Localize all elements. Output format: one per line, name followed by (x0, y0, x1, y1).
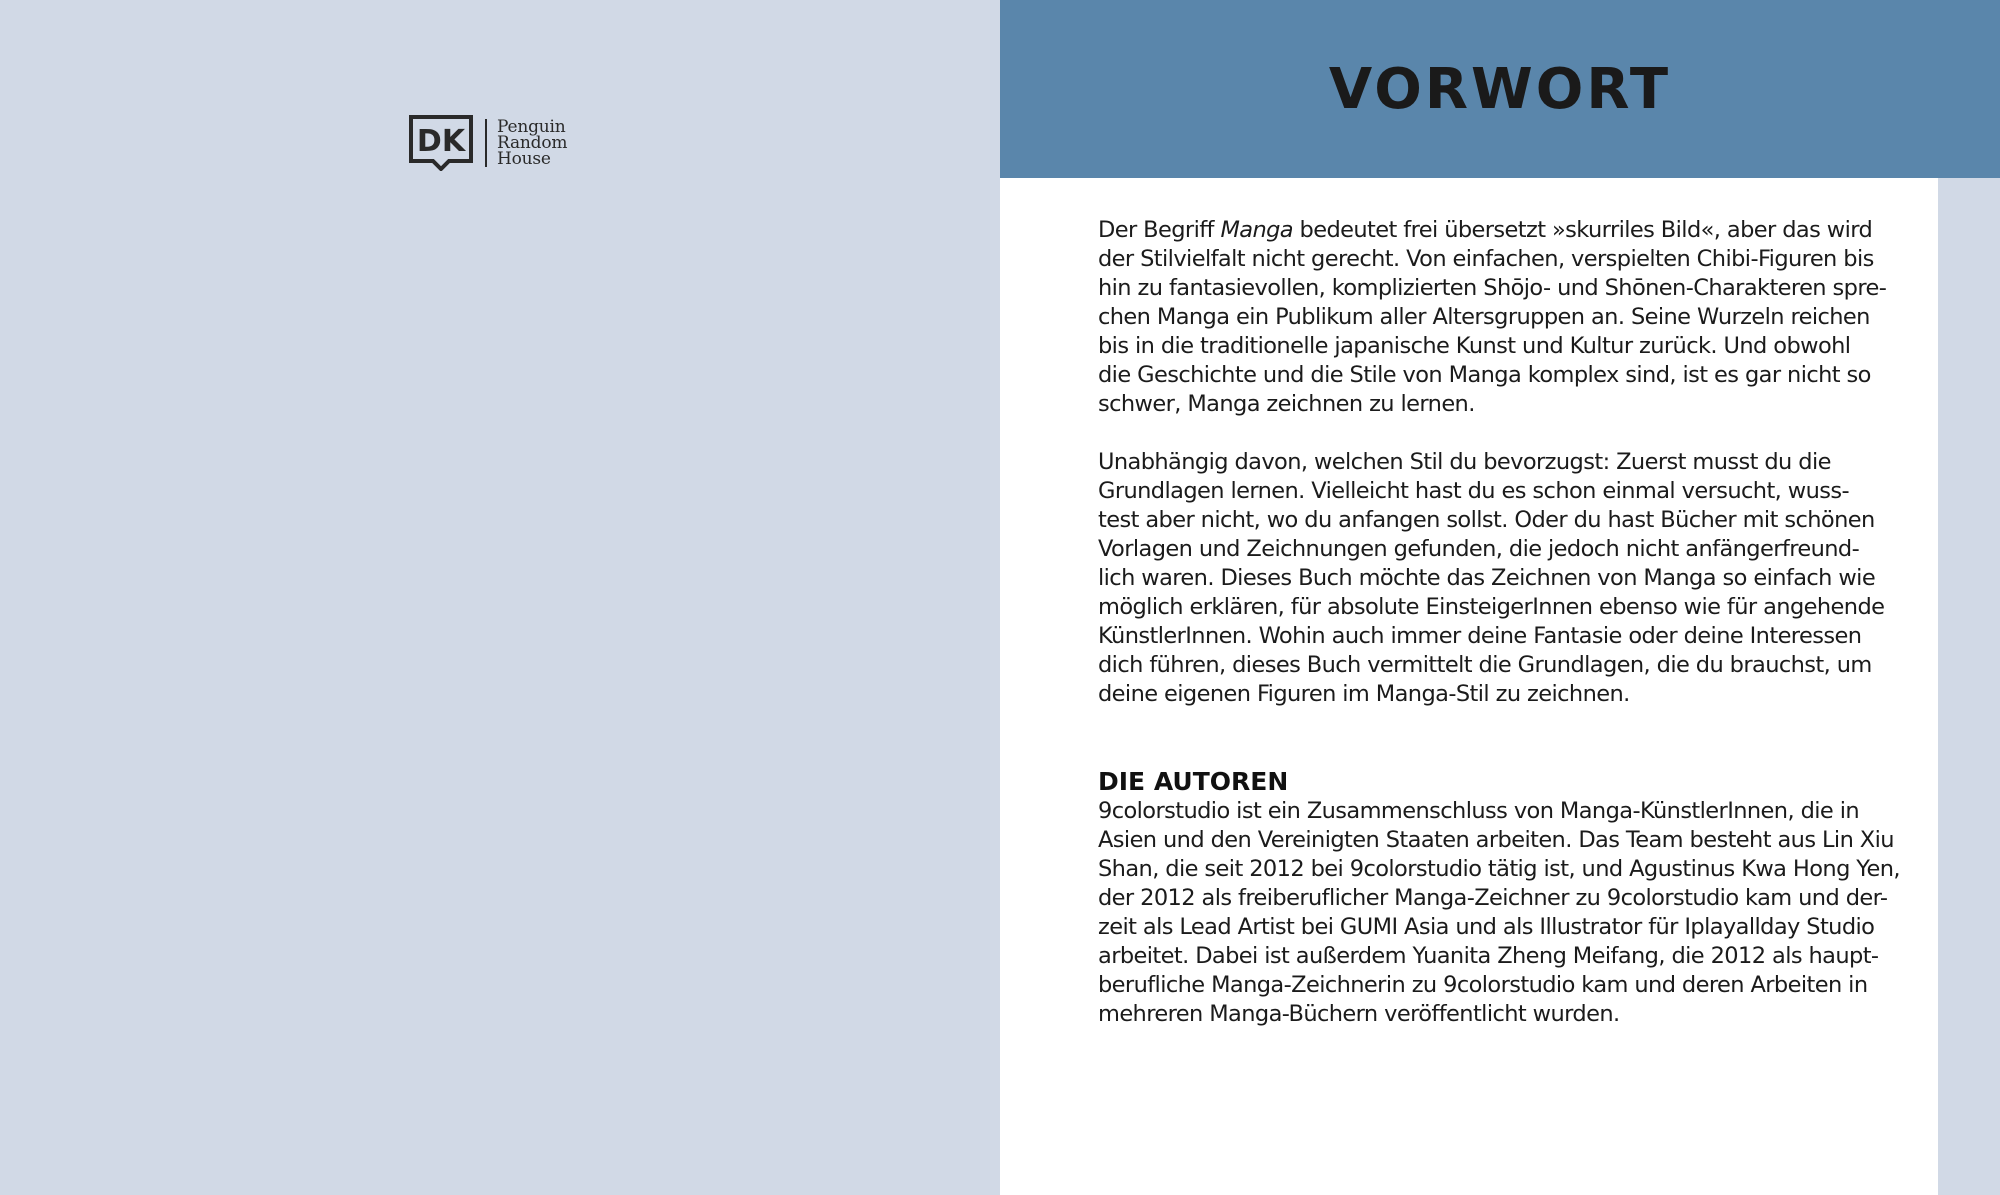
text-line: berufliche Manga-Zeichnerin zu 9colorstudio kam und deren Arbeiten in (1098, 972, 1868, 998)
text-line: Grundlagen lernen. Vielleicht hast du es schon einmal versucht, wuss- (1098, 478, 1850, 504)
logo-wordmark (497, 119, 567, 167)
text-line: dich führen, dieses Buch vermittelt die Grundlagen, die du brauchst, um (1098, 652, 1872, 678)
text-line: Asien und den Vereinigten Staaten arbeiten. Das Team besteht aus Lin Xiu (1098, 827, 1894, 853)
right-page (1000, 0, 2000, 1195)
text-line: arbeitet. Dabei ist außerdem Yuanita Zheng Meifang, die 2012 als haupt- (1098, 943, 1879, 969)
body-text (1098, 216, 1898, 1029)
publisher-logo (409, 112, 567, 174)
text-line: hin zu fantasievollen, komplizierten Shōjo- und Shōnen-Charakteren spre- (1098, 275, 1887, 301)
text-line: die Geschichte und die Stile von Manga komplex sind, ist es gar nicht so (1098, 362, 1871, 388)
section-heading-authors: DIE AUTOREN (1098, 767, 1289, 796)
logo-divider (485, 119, 487, 167)
text-line: bis in die traditionelle japanische Kunst und Kultur zurück. Und obwohl (1098, 333, 1851, 359)
text-run: bedeutet frei übersetzt »skurriles Bild«, aber das wird (1292, 217, 1873, 243)
text-line: der Stilvielfalt nicht gerecht. Von einfachen, verspielten Chibi-Figuren bis (1098, 246, 1874, 272)
text-line: der 2012 als freiberuflicher Manga-Zeichner zu 9colorstudio kam und der- (1098, 885, 1888, 911)
text-line: Vorlagen und Zeichnungen gefunden, die jedoch nicht anfängerfreund- (1098, 536, 1860, 562)
text-line: möglich erklären, für absolute EinsteigerInnen ebenso wie für angehende (1098, 594, 1885, 620)
dk-logo-letters: DK (416, 124, 466, 159)
text-line: deine eigenen Figuren im Manga-Stil zu zeichnen. (1098, 681, 1630, 707)
dk-logo-mark (409, 115, 473, 171)
text-line: lich waren. Dieses Buch möchte das Zeichnen von Manga so einfach wie (1098, 565, 1876, 591)
emphasis-manga: Manga (1220, 217, 1293, 243)
intro-paragraph-1 (1098, 216, 1898, 419)
text-line: Unabhängig davon, welchen Stil du bevorzugst: Zuerst musst du die (1098, 449, 1831, 475)
text-line: 9colorstudio ist ein Zusammenschluss von Manga-KünstlerInnen, die in (1098, 798, 1860, 824)
logo-word-random: Random (497, 133, 568, 153)
text-line: chen Manga ein Publikum aller Altersgruppen an. Seine Wurzeln reichen (1098, 304, 1870, 330)
page-title: VORWORT (1328, 56, 1672, 122)
text-line: mehreren Manga-Büchern veröffentlicht wurden. (1098, 1001, 1620, 1027)
text-line: test aber nicht, wo du anfangen sollst. Oder du hast Bücher mit schönen (1098, 507, 1875, 533)
text-line: KünstlerInnen. Wohin auch immer deine Fantasie oder deine Interessen (1098, 623, 1862, 649)
logo-word-penguin: Penguin (497, 117, 566, 137)
text-line (1098, 216, 1898, 245)
text-line: zeit als Lead Artist bei GUMI Asia und als Illustrator für Iplayallday Studio (1098, 914, 1875, 940)
intro-paragraph-2 (1098, 448, 1898, 709)
authors-paragraph (1098, 797, 1898, 1029)
text-run: Der Begriff (1098, 217, 1221, 243)
text-line: Shan, die seit 2012 bei 9colorstudio tätig ist, und Agustinus Kwa Hong Yen, (1098, 856, 1900, 882)
text-line: schwer, Manga zeichnen zu lernen. (1098, 391, 1475, 417)
logo-word-house: House (497, 149, 551, 169)
